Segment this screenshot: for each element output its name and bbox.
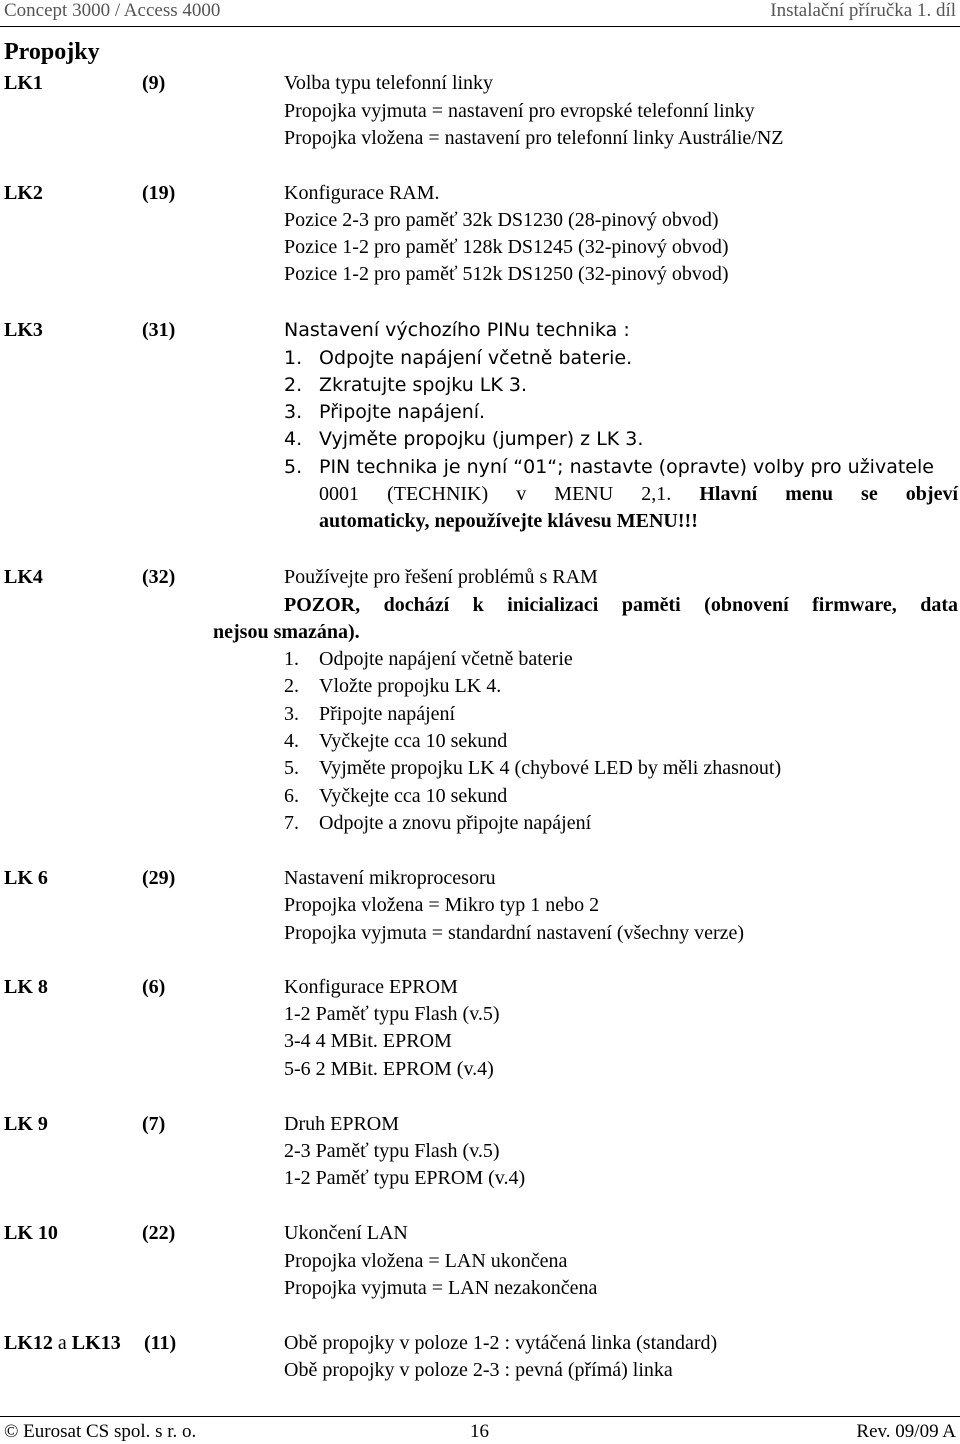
page-header: [0, 0, 960, 26]
jumper-description: Nastavení výchozího PINu technika :: [284, 319, 630, 341]
jumper-number: (11): [144, 1332, 177, 1354]
jumper-description: Konfigurace RAM.: [284, 182, 440, 204]
jumper-label: LK2: [4, 182, 43, 204]
list-item: 5. Vyjměte propojku LK 4 (chybové LED by měli zhasnout): [284, 757, 782, 779]
jumper-description: Pozice 1-2 pro paměť 128k DS1245 (32-pinový obvod): [284, 236, 729, 258]
jumper-number: (29): [142, 867, 176, 889]
header-manual-title: Instalační příručka 1. díl: [770, 0, 956, 21]
list-item: 1. Odpojte napájení včetně baterie: [284, 648, 573, 670]
jumper-label: LK1: [4, 72, 43, 94]
list-item: 5. PIN technika je nyní “01“; nastavte (opravte) volby pro uživatele: [284, 456, 934, 478]
list-item-continuation: 0001 (TECHNIK) v MENU 2,1. Hlavní menu se objeví: [319, 483, 959, 505]
list-item: 4. Vyčkejte cca 10 sekund: [284, 730, 508, 752]
jumper-number: (9): [142, 72, 166, 94]
list-item-continuation: automaticky, nepoužívejte klávesu MENU!!!: [319, 510, 698, 532]
jumper-description: Nastavení mikroprocesoru: [284, 867, 496, 889]
jumper-label: LK12 a LK13: [4, 1332, 121, 1354]
footer-revision: Rev. 09/09 A: [856, 1421, 956, 1442]
jumper-number: (32): [142, 566, 176, 588]
warning-text: POZOR, dochází k inicializaci paměti (obnovení firmware, data: [284, 594, 958, 616]
section-title: Propojky: [4, 39, 100, 65]
page-footer: [0, 1416, 960, 1444]
jumper-description: Konfigurace EPROM: [284, 976, 458, 998]
jumper-number: (31): [142, 319, 176, 341]
list-item: 6. Vyčkejte cca 10 sekund: [284, 785, 508, 807]
jumper-description: Obě propojky v poloze 2-3 : pevná (přímá) linka: [284, 1359, 673, 1381]
jumper-label: LK 8: [4, 976, 48, 998]
jumper-description: Ukončení LAN: [284, 1222, 408, 1244]
jumper-label: LK4: [4, 566, 43, 588]
jumper-description: 5-6 2 MBit. EPROM (v.4): [284, 1058, 494, 1080]
jumper-number: (7): [142, 1113, 166, 1135]
footer-copyright: © Eurosat CS spol. s r. o.: [4, 1421, 197, 1442]
jumper-description: Pozice 1-2 pro paměť 512k DS1250 (32-pinový obvod): [284, 263, 729, 285]
jumper-label: LK 9: [4, 1113, 48, 1135]
list-item: 3. Připojte napájení: [284, 703, 456, 725]
jumper-description: Propojka vyjmuta = nastavení pro evropské telefonní linky: [284, 100, 755, 122]
footer-divider: [0, 1416, 960, 1417]
jumper-description: 1-2 Paměť typu Flash (v.5): [284, 1003, 500, 1025]
jumper-description: Používejte pro řešení problémů s RAM: [284, 566, 598, 588]
list-item: 2. Vložte propojku LK 4.: [284, 675, 502, 697]
page-number: 16: [470, 1421, 489, 1442]
jumper-label: LK3: [4, 319, 43, 341]
list-item: 2. Zkratujte spojku LK 3.: [284, 374, 527, 396]
jumper-label: LK 6: [4, 867, 48, 889]
jumper-description: Pozice 2-3 pro paměť 32k DS1230 (28-pinový obvod): [284, 209, 719, 231]
jumper-description: Propojka vložena = Mikro typ 1 nebo 2: [284, 894, 600, 916]
jumper-description: Propojka vložena = nastavení pro telefonní linky Austrálie/NZ: [284, 127, 784, 149]
jumper-number: (6): [142, 976, 166, 998]
jumper-description: 2-3 Paměť typu Flash (v.5): [284, 1140, 500, 1162]
list-item: 1. Odpojte napájení včetně baterie.: [284, 347, 633, 369]
list-item: 7. Odpojte a znovu připojte napájení: [284, 812, 592, 834]
header-divider: [0, 26, 960, 27]
header-product: Concept 3000 / Access 4000: [4, 0, 221, 21]
jumper-description: 3-4 4 MBit. EPROM: [284, 1030, 452, 1052]
jumper-number: (19): [142, 182, 176, 204]
jumper-description: Obě propojky v poloze 1-2 : vytáčená linka (standard): [284, 1332, 718, 1354]
jumper-description: Druh EPROM: [284, 1113, 400, 1135]
jumper-description: Propojka vyjmuta = standardní nastavení (všechny verze): [284, 922, 745, 944]
jumper-label: LK 10: [4, 1222, 58, 1244]
list-item: 4. Vyjměte propojku (jumper) z LK 3.: [284, 428, 644, 450]
jumper-description: Propojka vložena = LAN ukončena: [284, 1250, 568, 1272]
jumper-description: Propojka vyjmuta = LAN nezakončena: [284, 1277, 598, 1299]
list-item: 3. Připojte napájení.: [284, 401, 486, 423]
jumper-description: Volba typu telefonní linky: [284, 72, 494, 94]
jumper-number: (22): [142, 1222, 176, 1244]
jumper-description: 1-2 Paměť typu EPROM (v.4): [284, 1167, 526, 1189]
warning-text: nejsou smazána).: [213, 621, 360, 643]
